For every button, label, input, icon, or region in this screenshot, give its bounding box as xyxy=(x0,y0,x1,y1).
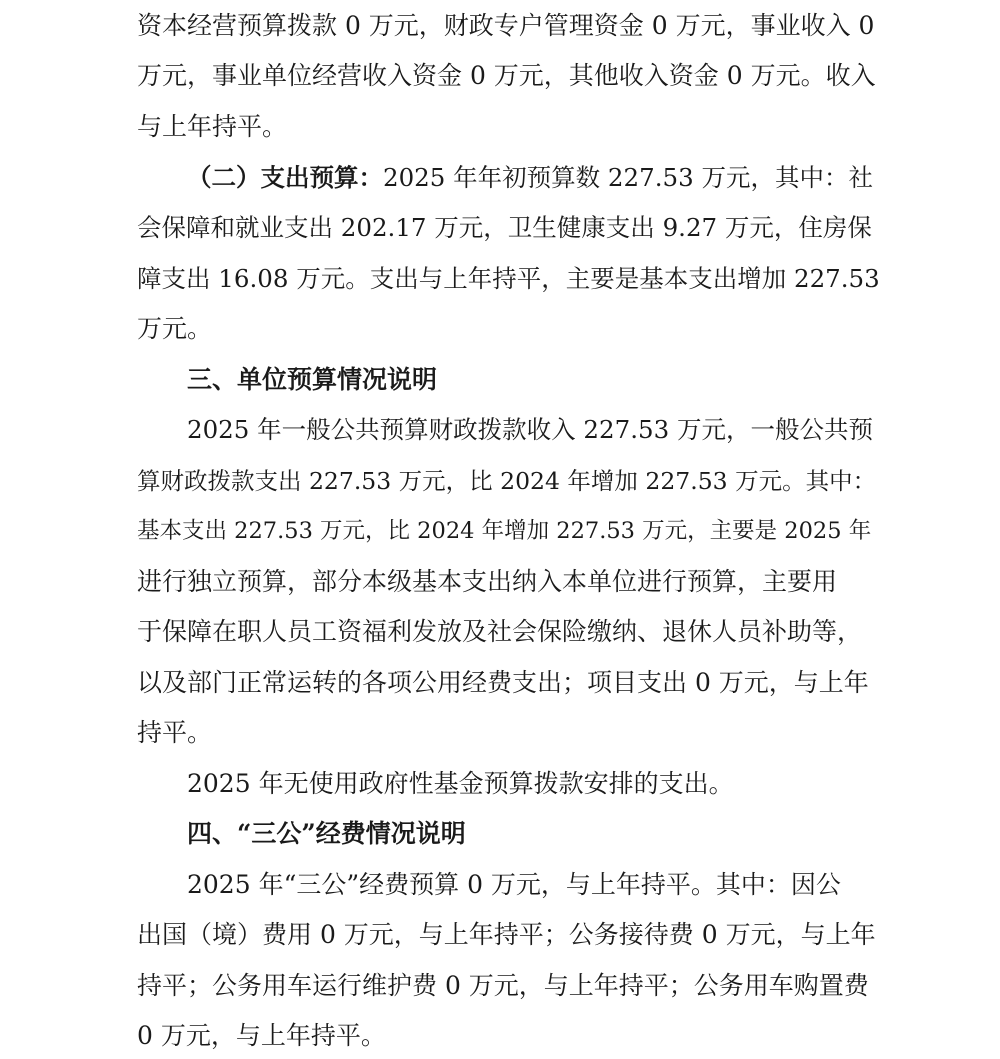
body-text-line: 障支出 16.08 万元。支出与上年持平，主要是基本支出增加 227.53 xyxy=(137,264,880,293)
body-text-line: 万元。 xyxy=(137,314,213,343)
body-text-line: 2025 年无使用政府性基金预算拨款安排的支出。 xyxy=(187,769,734,798)
section-heading-3: 三、单位预算情况说明 xyxy=(187,365,438,394)
document-page xyxy=(137,0,882,1059)
body-text-line: 2025 年“三公”经费预算 0 万元，与上年持平。其中：因公 xyxy=(187,870,841,899)
body-text-line: 于保障在职人员工资福利发放及社会保险缴纳、退休人员补助等， xyxy=(137,617,863,646)
expenditure-label: （二）支出预算： xyxy=(187,163,383,192)
body-text-line: 进行独立预算，部分本级基本支出纳入本单位进行预算，主要用 xyxy=(137,567,838,596)
body-text-line: 持平；公务用车运行维护费 0 万元，与上年持平；公务用车购置费 xyxy=(137,971,869,1000)
expenditure-paragraph-first-line xyxy=(187,161,873,195)
body-text-line: 算财政拨款支出 227.53 万元，比 2024 年增加 227.53 万元。其中： xyxy=(137,467,877,495)
section-heading-4: 四、“三公”经费情况说明 xyxy=(187,819,466,848)
body-text-line: 出国（境）费用 0 万元，与上年持平；公务接待费 0 万元，与上年 xyxy=(137,920,876,949)
body-text-line: 0 万元，与上年持平。 xyxy=(137,1021,386,1050)
body-text-line: 会保障和就业支出 202.17 万元，卫生健康支出 9.27 万元，住房保 xyxy=(137,213,872,242)
expenditure-text: 2025 年年初预算数 227.53 万元，其中：社 xyxy=(383,163,873,192)
body-text-line: 万元，事业单位经营收入资金 0 万元，其他收入资金 0 万元。收入 xyxy=(137,61,876,90)
body-text-line: 资本经营预算拨款 0 万元，财政专户管理资金 0 万元，事业收入 0 xyxy=(137,11,875,40)
body-text-line: 基本支出 227.53 万元，比 2024 年增加 227.53 万元，主要是 2025 年 xyxy=(137,518,872,544)
body-text-line: 2025 年一般公共预算财政拨款收入 227.53 万元，一般公共预 xyxy=(187,415,873,444)
body-text-line: 与上年持平。 xyxy=(137,112,288,141)
body-text-line: 以及部门正常运转的各项公用经费支出；项目支出 0 万元，与上年 xyxy=(137,668,869,697)
body-text-line: 持平。 xyxy=(137,718,213,747)
